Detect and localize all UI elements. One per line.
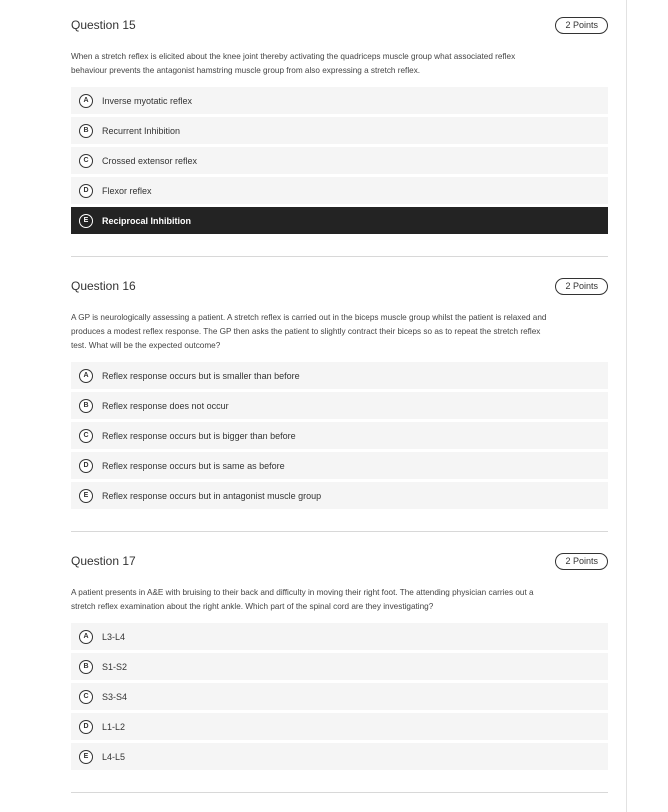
question-title: Question 16 (71, 279, 136, 293)
option-label: L3-L4 (102, 631, 126, 642)
question-17 (71, 551, 608, 773)
answer-option-e-selected[interactable] (71, 207, 608, 234)
points-badge: 2 Points (555, 553, 608, 570)
answer-options (71, 623, 608, 773)
answer-option-b[interactable] (71, 392, 608, 419)
question-text (71, 311, 608, 353)
question-text-line: When a stretch reflex is elicited about the knee joint thereby activating the quadriceps muscle group what associated reflex (71, 52, 516, 61)
question-header (71, 15, 608, 35)
answer-option-d[interactable] (71, 177, 608, 204)
option-label: Flexor reflex (102, 185, 152, 196)
option-letter-badge: E (79, 750, 93, 764)
option-label: Reciprocal Inhibition (102, 215, 192, 226)
points-badge: 2 Points (555, 17, 608, 34)
question-16 (71, 276, 608, 512)
option-letter-badge: D (79, 184, 93, 198)
option-letter-badge: D (79, 459, 93, 473)
answer-option-a[interactable] (71, 362, 608, 389)
option-letter-badge: B (79, 124, 93, 138)
option-letter-badge: E (79, 214, 93, 228)
answer-option-e[interactable] (71, 743, 608, 770)
question-header (71, 276, 608, 296)
answer-option-b[interactable] (71, 117, 608, 144)
question-text-line: A GP is neurologically assessing a patient. A stretch reflex is carried out in the biceps muscle group whilst the patient is relaxed and (71, 313, 547, 322)
question-text-line: stretch reflex examination about the right ankle. Which part of the spinal cord are they investigating? (71, 602, 434, 611)
question-title: Question 17 (71, 554, 136, 568)
option-label: Crossed extensor reflex (102, 155, 198, 166)
question-text-line: behaviour prevents the antagonist hamstring muscle group from also expressing a stretch reflex. (71, 66, 421, 75)
answer-option-a[interactable] (71, 623, 608, 650)
answer-options (71, 362, 608, 512)
question-divider (71, 531, 608, 532)
option-label: S3-S4 (102, 691, 128, 702)
question-text (71, 50, 608, 78)
option-label: L1-L2 (102, 721, 126, 732)
option-label: Recurrent Inhibition (102, 125, 181, 136)
option-letter-badge: A (79, 94, 93, 108)
option-letter-badge: D (79, 720, 93, 734)
option-letter-badge: E (79, 489, 93, 503)
option-letter-badge: C (79, 154, 93, 168)
answer-option-c[interactable] (71, 147, 608, 174)
option-label: L4-L5 (102, 751, 126, 762)
option-label: Reflex response does not occur (102, 400, 229, 411)
option-label: Reflex response occurs but in antagonist muscle group (102, 490, 322, 501)
option-letter-badge: C (79, 690, 93, 704)
answer-option-d[interactable] (71, 713, 608, 740)
question-15 (71, 15, 608, 237)
question-divider (71, 256, 608, 257)
answer-option-d[interactable] (71, 452, 608, 479)
question-text-line: test. What will be the expected outcome? (71, 341, 221, 350)
answer-option-b[interactable] (71, 653, 608, 680)
question-title: Question 15 (71, 18, 136, 32)
option-letter-badge: A (79, 630, 93, 644)
answer-options (71, 87, 608, 237)
answer-option-e[interactable] (71, 482, 608, 509)
points-badge: 2 Points (555, 278, 608, 295)
question-text (71, 586, 608, 614)
question-header (71, 551, 608, 571)
option-label: Reflex response occurs but is bigger than before (102, 430, 296, 441)
option-label: S1-S2 (102, 661, 128, 672)
question-divider (71, 792, 608, 793)
question-text-line: produces a modest reflex response. The GP then asks the patient to slightly contract their biceps so as to repeat the stretch reflex (71, 327, 541, 336)
option-label: Inverse myotatic reflex (102, 95, 193, 106)
question-text-line: A patient presents in A&E with bruising to their back and difficulty in moving their right foot. The attending physician carries out a (71, 588, 534, 597)
answer-option-c[interactable] (71, 422, 608, 449)
page-right-border (626, 0, 627, 812)
answer-option-c[interactable] (71, 683, 608, 710)
option-letter-badge: A (79, 369, 93, 383)
option-letter-badge: C (79, 429, 93, 443)
option-label: Reflex response occurs but is same as before (102, 460, 285, 471)
option-letter-badge: B (79, 660, 93, 674)
option-letter-badge: B (79, 399, 93, 413)
answer-option-a[interactable] (71, 87, 608, 114)
option-label: Reflex response occurs but is smaller than before (102, 370, 300, 381)
